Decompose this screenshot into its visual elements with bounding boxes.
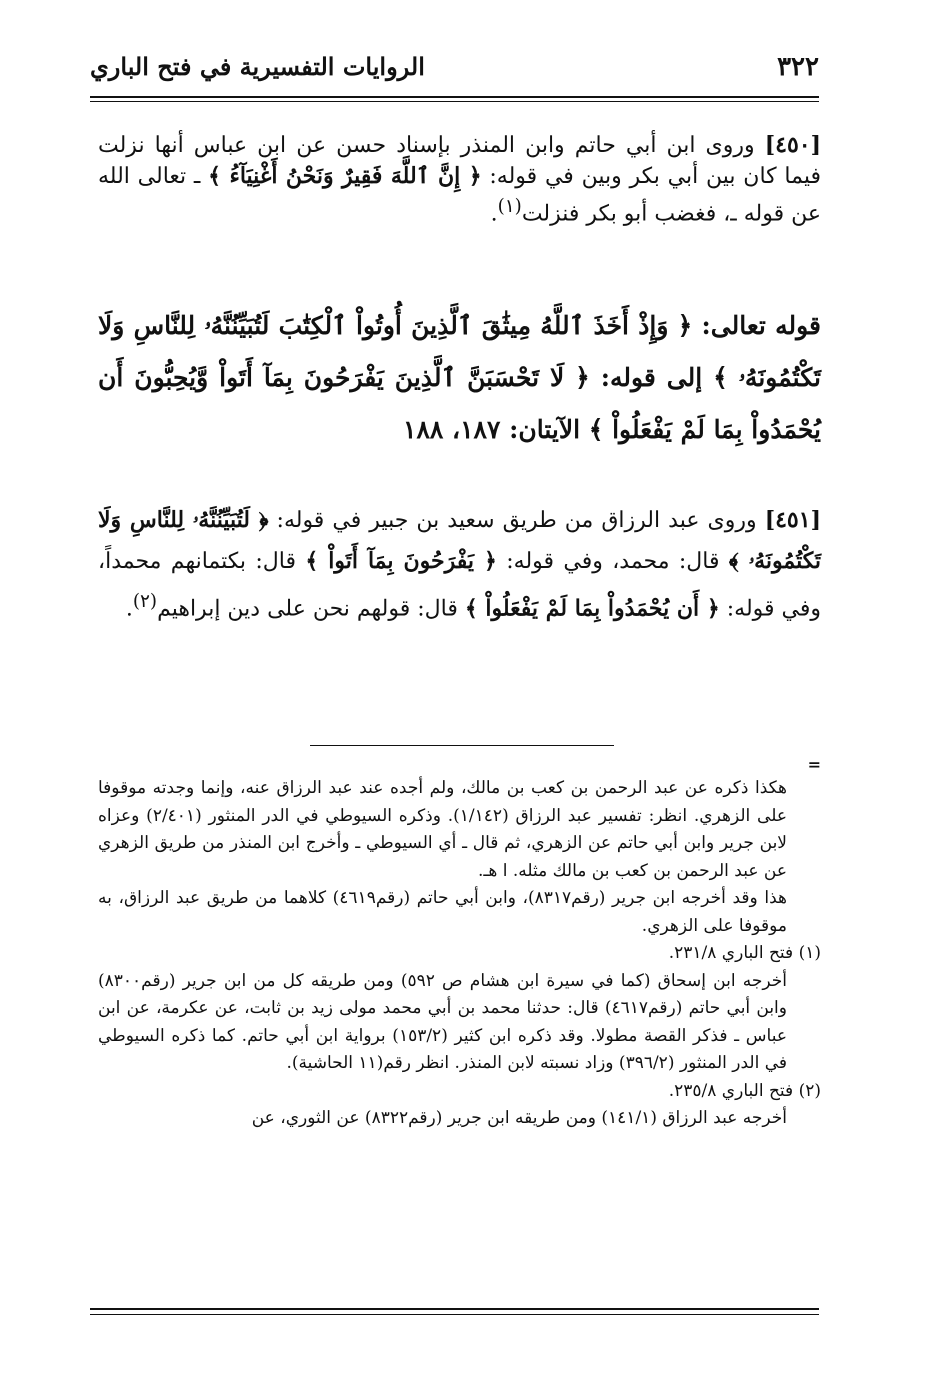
quran-quote: ﴿ لَتُبَيِّنُنَّهُۥ لِلنَّاسِ وَلَا تَكْتُمُونَهُۥ ﴾ (98, 507, 822, 574)
paragraph-text: قال: بكتمانهم محمداً، وفي قوله: (98, 549, 821, 622)
quran-quote: ﴿ أَن يُحْمَدُواْ بِمَا لَمْ يَفْعَلُواْ ﴾ (464, 595, 720, 622)
page-number: ٣٢٢ (777, 52, 819, 82)
paragraph-text: وروى عبد الرزاق من طريق سعيد بن جبير في قوله: (276, 508, 757, 533)
header-rule-thin (90, 101, 819, 102)
paragraph-451: [٤٥١] وروى عبد الرزاق من طريق سعيد بن جبير في قوله: ﴿ لَتُبَيِّنُنَّهُۥ لِلنَّاسِ وَلَا تَكْتُمُونَهُۥ ﴾ قال: محمد، وفي قوله: ﴿ يَفْرَحُونَ بِمَآ أَتَواْ ﴾ قال: بكتمانهم محمداً، وفي قوله: ﴿ أَن يُحْمَدُواْ بِمَا لَمْ يَفْعَلُواْ ﴾ قال: قولهم نحن على دين إبراهيم$^{(٢)}$. (98, 507, 822, 622)
footnotes (98, 775, 821, 1133)
paragraph-text: قال: محمد، وفي قوله: (506, 549, 720, 574)
paragraph-text: أنها نزلت فيما كان بين أبي بكر وبين في قوله: (98, 133, 821, 189)
footnote-2-label: (٢) فتح الباري ٢٣٥/٨. (668, 1080, 821, 1101)
footnote-separator (310, 745, 614, 746)
quran-quote: ﴿ إِنَّ ٱللَّهَ فَقِيرٌ وَنَحْنُ أَغْنِيَآءُ ﴾ (208, 163, 482, 189)
footnote-continuation: هكذا ذكره عن عبد الرحمن بن كعب بن مالك، ولم أجده عند عبد الرزاق عنه، وإنما وجدته موقوفا على الزهري. انظر: تفسير عبد الرزاق (١/١٤٢). وذكره السيوطي في الدر المنثور (٢/٤٠١) وعزاه لابن جرير وابن أبي حاتم عن الزهري، ثم قال ـ أي السيوطي ـ وأخرج ابن المنذر من طريق الزهري عن عبد الرحمن بن كعب بن مالك مثله. ا هـ. (98, 778, 787, 881)
quran-quote: ﴿ يَفْرَحُونَ بِمَآ أَتَواْ ﴾ (305, 548, 497, 574)
footnote-1-body: أخرجه ابن إسحاق (كما في سيرة ابن هشام ص ٥٩٢) ومن طريقه كل من ابن جرير (رقم٨٣٠٠) وابن أبي حاتم (رقم٤٦١٧) قال: حدثنا محمد بن أبي محمد مولى زيد بن ثابت، عن عكرمة، عن ابن عباس ـ فذكر القصة مطولا. وقد ذكره ابن كثير (١٥٣/٢) برواية ابن أبي حاتم. كما ذكره السيوطي في الدر المنثور (٣٩٦/٢) وزاد نسبته لابن المنذر. انظر رقم(١١ الحاشية). (98, 970, 787, 1073)
bottom-rule-thin (90, 1314, 819, 1315)
verse-heading (98, 300, 821, 456)
heading-label: قوله تعالى: (701, 311, 821, 340)
verse-numbers: الآيتان: ١٨٧، ١٨٨ (403, 415, 581, 444)
running-header (90, 52, 819, 92)
continuation-mark: = (807, 755, 821, 774)
footnote-ref: (١) (497, 196, 522, 217)
paragraph-text: ـ تعالى الله عن قوله ـ، فغضب أبو بكر فنزلت (98, 164, 821, 227)
paragraph-number: [٤٥٠] (764, 132, 822, 158)
heading-to: إلى قوله: (600, 363, 703, 392)
footnote-continuation: هذا وقد أخرجه ابن جرير (رقم٨٣١٧)، وابن أبي حاتم (رقم٤٦١٩) كلاهما من طريق عبد الرزاق، به موقوفا على الزهري. (98, 888, 787, 936)
paragraph-text: قال: قولهم نحن على دين إبراهيم (157, 596, 458, 622)
bottom-rule (90, 1308, 819, 1310)
quran-quote: ﴿ وَإِذْ أَخَذَ ٱللَّهُ مِيثَٰقَ ٱلَّذِينَ أُوتُواْ ٱلْكِتَٰبَ لَتُبَيِّنُنَّهُۥ لِلنَّاسِ وَلَا تَكْتُمُونَهُۥ ﴾ (98, 311, 821, 392)
paragraph-text: وروى ابن أبي حاتم وابن المنذر بإسناد حسن عن ابن عباس (193, 133, 755, 158)
header-rule (90, 96, 819, 98)
running-title: الروايات التفسيرية في فتح الباري (90, 52, 425, 81)
footnote-ref: (٢) (132, 591, 158, 612)
quran-quote: ﴿ لَا تَحْسَبَنَّ ٱلَّذِينَ يَفْرَحُونَ بِمَآ أَتَواْ وَّيُحِبُّونَ أَن يُحْمَدُواْ بِمَا لَمْ يَفْعَلُواْ ﴾ (98, 363, 821, 444)
footnote-1-label: (١) فتح الباري ٢٣١/٨. (668, 943, 821, 963)
footnote-2-body: أخرجه عبد الرزاق (١٤١/١) ومن طريقه ابن جرير (رقم٨٣٢٢) عن الثوري، عن (251, 1108, 787, 1128)
paragraph-number: [٤٥١] (764, 507, 821, 533)
paragraph-450: [٤٥٠] وروى ابن أبي حاتم وابن المنذر بإسناد حسن عن ابن عباس أنها نزلت فيما كان بين أبي بكر وبين في قوله: ﴿ إِنَّ ٱللَّهَ فَقِيرٌ وَنَحْنُ أَغْنِيَآءُ ﴾ ـ تعالى الله عن قوله ـ، فغضب أبو بكر فنزلت$^{(١)}$. (98, 132, 822, 227)
